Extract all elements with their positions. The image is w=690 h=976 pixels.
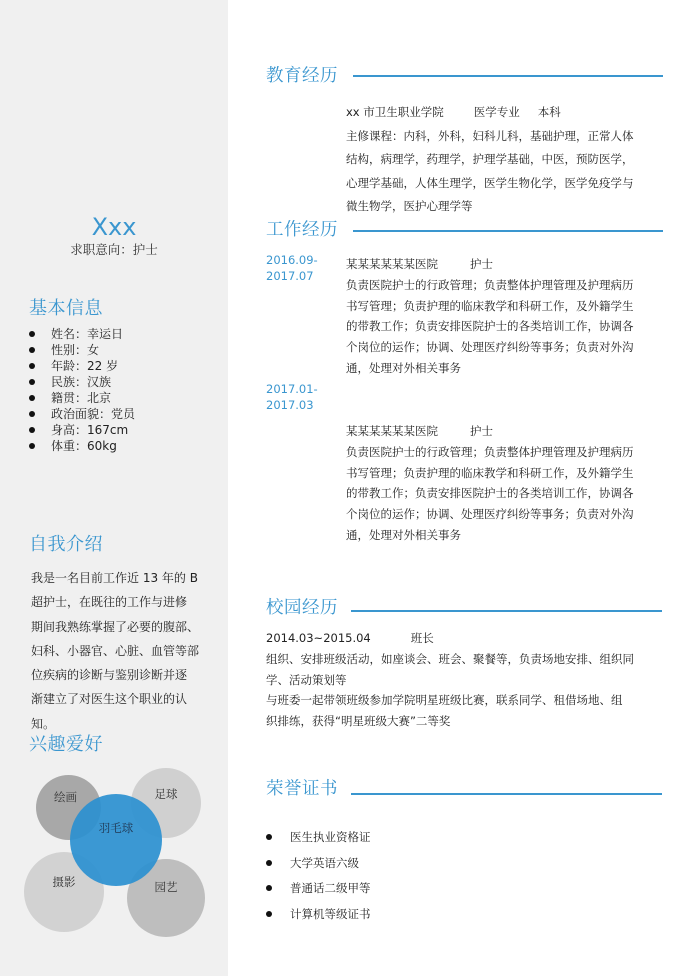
bullet-icon bbox=[266, 860, 272, 866]
honors-list bbox=[266, 827, 371, 929]
bullet-icon bbox=[29, 395, 35, 401]
info-item: 姓名：幸运日 bbox=[29, 326, 135, 342]
honor-item: 普通话二级甲等 bbox=[266, 878, 371, 904]
hobby-circle-photography: 摄影 bbox=[24, 852, 104, 932]
hobby-circle-football: 足球 bbox=[131, 768, 201, 838]
job-intent: 求职意向：护士 bbox=[70, 242, 158, 257]
honor-item: 医生执业资格证 bbox=[266, 827, 371, 853]
main-content bbox=[228, 0, 690, 976]
campus-heading: 校园经历 bbox=[266, 598, 338, 618]
job-2-title-row: 某某某某某某医院 护士 bbox=[346, 424, 493, 438]
bullet-icon bbox=[29, 379, 35, 385]
hobby-circle-gardening: 园艺 bbox=[127, 859, 205, 937]
campus-details: 2014.03~2015.04 班长 组织、安排班级活动，如座谈会、班会、聚餐等，负责场地安排、组织同 学、活动策划等 与班委一起带领班级参加学院明星班级比赛，联系同学、租借场地、组 织排练，获得“明星班级大赛”二等奖 bbox=[266, 628, 666, 732]
honor-item: 计算机等级证书 bbox=[266, 904, 371, 930]
hobbies-heading: 兴趣爱好 bbox=[29, 734, 103, 755]
info-item: 籍贯：北京 bbox=[29, 390, 135, 406]
bullet-icon bbox=[29, 331, 35, 337]
bullet-icon bbox=[29, 427, 35, 433]
basic-info-list bbox=[29, 326, 135, 454]
degree: 本科 bbox=[537, 105, 561, 119]
education-heading: 教育经历 bbox=[266, 66, 338, 86]
candidate-name: Xxx bbox=[91, 213, 137, 241]
honor-item: 大学英语六级 bbox=[266, 853, 371, 879]
job-1-title-row: 某某某某某某医院 护士 bbox=[346, 257, 493, 271]
job-2-details: 某某某某某某医院 护士 负责医院护士的行政管理；负责整体护理管理及护理病历 书写管理；负责护理的临床教学和科研工作，及外籍学生 的带教工作；负责安排医院护士的各类培训工作，协调各 个岗位的运作；协调、处理医疗纠纷等事务；负责对外沟 通，处理对外相关事务 bbox=[346, 421, 666, 546]
basic-info-heading: 基本信息 bbox=[29, 298, 103, 319]
job-1-details: 某某某某某某医院 护士 负责医院护士的行政管理；负责整体护理管理及护理病历 书写管理；负责护理的临床教学和科研工作，及外籍学生 的带教工作；负责安排医院护士的各类培训工作，协调各 个岗位的运作；协调、处理医疗纠纷等事务；负责对外沟 通，处理对外相关事务 bbox=[346, 254, 666, 379]
honors-divider bbox=[351, 793, 662, 795]
hobby-circle-painting: 绘画 bbox=[36, 775, 101, 840]
info-item: 年龄：22 岁 bbox=[29, 358, 135, 374]
work-heading: 工作经历 bbox=[266, 220, 338, 240]
job-2-date: 2017.01- 2017.03 bbox=[266, 382, 318, 412]
campus-divider bbox=[351, 610, 662, 612]
info-item: 身高：167cm bbox=[29, 422, 135, 438]
bullet-icon bbox=[29, 411, 35, 417]
bullet-icon bbox=[266, 885, 272, 891]
bullet-icon bbox=[29, 443, 35, 449]
bullet-icon bbox=[266, 834, 272, 840]
bullet-icon bbox=[266, 911, 272, 917]
campus-period-row: 2014.03~2015.04 班长 bbox=[266, 631, 434, 645]
info-item: 民族：汉族 bbox=[29, 374, 135, 390]
work-divider bbox=[353, 230, 663, 232]
info-item: 性别：女 bbox=[29, 342, 135, 358]
job-1-date: 2016.09- 2017.07 bbox=[266, 253, 318, 283]
bullet-icon bbox=[29, 363, 35, 369]
honors-heading: 荣誉证书 bbox=[266, 779, 338, 799]
school-name: xx 市卫生职业学院 bbox=[346, 105, 444, 119]
self-intro-text: 我是一名目前工作近 13 年的 B 超护士，在既往的工作与进修 期间我熟练掌握了必要的腹部、 妇科、小器官、心脏、血管等部 位疾病的诊断与鉴别诊断并逐 渐建立了对医生这个职业的认 知。 bbox=[31, 571, 200, 731]
info-item: 政治面貌：党员 bbox=[29, 406, 135, 422]
hobby-circle-badminton: 羽毛球 bbox=[70, 794, 162, 886]
education-school-row bbox=[346, 101, 666, 125]
sidebar bbox=[0, 0, 228, 976]
self-intro-heading: 自我介绍 bbox=[29, 534, 103, 555]
major: 医学专业 bbox=[473, 105, 520, 119]
info-item: 体重：60kg bbox=[29, 438, 135, 454]
education-divider bbox=[353, 75, 663, 77]
bullet-icon bbox=[29, 347, 35, 353]
education-details: xx 市卫生职业学院 医学专业 本科 主修课程：内科，外科，妇科儿科，基础护理，正常人体 结构，病理学，药理学，护理学基础，中医，预防医学， 心理学基础，人体生理学，医学生物化学，医学免疫学与 微生物学，医护心理学等 bbox=[346, 101, 666, 219]
